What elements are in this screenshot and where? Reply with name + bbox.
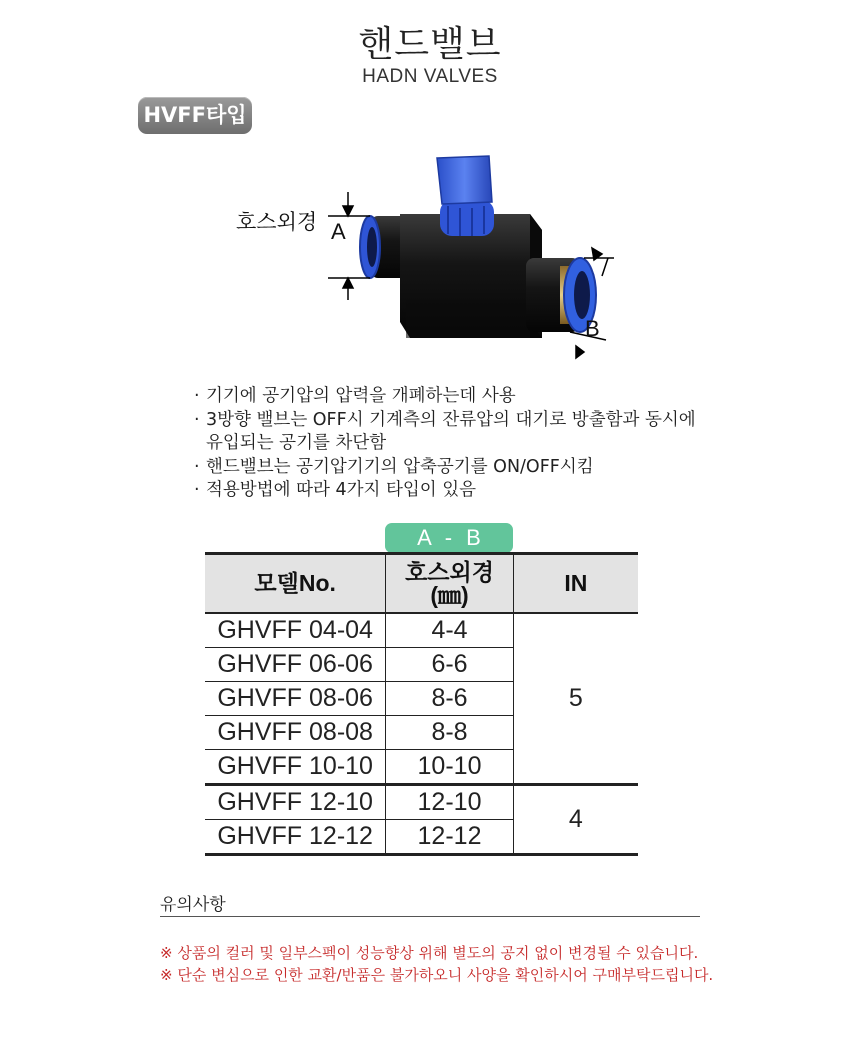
model-cell: GHVFF 08-06	[205, 682, 386, 716]
note-item: · 핸드밸브는 공기압기기의 압축공기를 ON/OFF시킴	[194, 456, 594, 477]
valve-handle	[437, 156, 494, 236]
hose-cell: 12-12	[386, 820, 513, 855]
hose-cell: 8-8	[386, 716, 513, 750]
spec-table	[205, 552, 638, 856]
in-cell: 5	[513, 613, 638, 785]
hose-diameter-label: 호스외경	[236, 210, 318, 234]
type-badge: HVFF타입	[138, 97, 252, 134]
header-hose: 호스외경 (㎜)	[386, 554, 513, 614]
feature-notes	[194, 385, 696, 503]
table-row	[205, 785, 638, 820]
page-title: 핸드밸브	[358, 24, 502, 65]
caution-divider	[160, 916, 700, 917]
in-cell: 4	[513, 785, 638, 855]
dimension-a-label: A	[331, 219, 346, 244]
valve-illustration	[230, 150, 650, 380]
note-item: · 적용방법에 따라 4가지 타입이 있음	[194, 480, 477, 500]
model-cell: GHVFF 06-06	[205, 648, 386, 682]
caution-line: ※ 상품의 컬러 및 일부스펙이 성능향상 위해 별도의 공지 없이 변경될 수 있습니다.	[160, 944, 699, 962]
model-cell: GHVFF 08-08	[205, 716, 386, 750]
model-cell: GHVFF 10-10	[205, 750, 386, 785]
caution-line: ※ 단순 변심으로 인한 교환/반품은 불가하오니 사양을 확인하시어 구매부탁드립니다.	[160, 966, 714, 984]
model-cell: GHVFF 04-04	[205, 613, 386, 648]
hose-cell: 12-10	[386, 785, 513, 820]
hose-cell: 8-6	[386, 682, 513, 716]
model-cell: GHVFF 12-12	[205, 820, 386, 855]
caution-title: 유의사항	[160, 895, 226, 915]
a-b-tag: A - B	[385, 523, 513, 553]
table-header-row	[205, 554, 638, 614]
header-in: IN	[513, 554, 638, 614]
note-item: · 기기에 공기압의 압력을 개폐하는데 사용	[194, 386, 516, 406]
page-subtitle: HADN VALVES	[362, 66, 498, 87]
dimension-b-label: B	[585, 316, 600, 341]
model-cell: GHVFF 12-10	[205, 785, 386, 820]
hose-cell: 10-10	[386, 750, 513, 785]
hose-cell: 6-6	[386, 648, 513, 682]
header-model: 모델No.	[205, 554, 386, 614]
table-row	[205, 613, 638, 648]
hose-cell: 4-4	[386, 613, 513, 648]
note-item-continued: 유입되는 공기를 차단함	[206, 433, 387, 453]
note-item: · 3방향 밸브는 OFF시 기계측의 잔류압의 대기로 방출함과 동시에	[194, 409, 696, 430]
